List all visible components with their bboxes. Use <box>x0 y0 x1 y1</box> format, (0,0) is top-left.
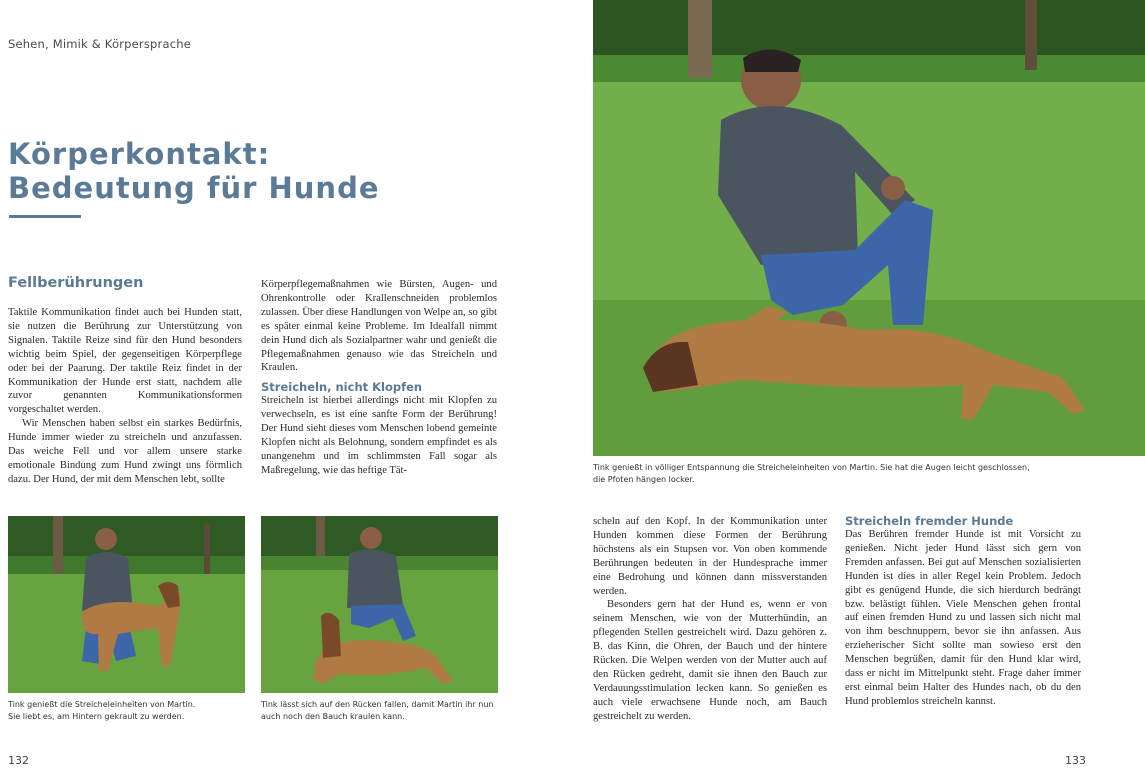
paragraph: Taktile Kommunikation findet auch bei Hunden statt, sie nutzen die Berührung zur Unterstützung von Signalen. Taktile Reize sind für den Hund besonders wichtig beim Spiel, der gegenseitigen Körperpflege oder bei der Paarung. Der taktile Reiz findet in der Kommunikation der Hunde erst statt, nachdem alle zuvor genannten Kommunikationsformen vorgeschaltet werden. <box>8 307 242 416</box>
caption-photo-2 <box>261 699 498 723</box>
column-1 <box>8 306 242 487</box>
photo-man-standing-dog <box>8 516 245 693</box>
heading-fellberuehrungen: Fellberührungen <box>8 275 144 291</box>
caption-line: Tink genießt in völliger Entspannung die Streicheleinheiten von Martin. Sie hat die Augen leicht geschlossen, <box>593 463 1030 472</box>
column-2 <box>261 278 497 478</box>
photo-dog-belly-rub <box>593 0 1145 456</box>
paragraph: Wir Menschen haben selbst ein starkes Bedürfnis, Hunde immer wieder zu streicheln und anzufassen. Das weiche Fell und vor allem unsere starke emotionale Bindung zum Hund zwingt uns förmlich dazu. Der Hund, der mit dem Menschen lebt, sollte <box>8 418 242 485</box>
column-3 <box>593 515 827 724</box>
article-title <box>8 137 380 205</box>
title-line-1: Körperkontakt: <box>8 137 271 171</box>
caption-line: die Pfoten hängen locker. <box>593 475 695 484</box>
paragraph: Das Berühren fremder Hunde ist mit Vorsicht zu genießen. Nicht jeder Hund lässt sich gern von Fremden anfassen. Bei gut auf Menschen sozialisierten Hunden ist dies in aller Regel kein Problem. Jedoch gibt es genügend Hunde, die sich hierdurch bedrängt bzw. belästigt fühlen. Viele Menschen gehen frontal auf einen fremden Hund zu und lassen sich nicht mal von ihm beschnuppern, bevor sie ihn anfassen. Aus erzieherischer Sicht sollte man sowieso erst den Menschen begrüßen, damit für den Hund klar wird, dass er nicht im Mittelpunkt steht. Frage daher immer erst einmal beim Halter des Hundes nach, ob du den Hund problemlos streicheln kannst. <box>845 529 1081 707</box>
caption-line: Tink lässt sich auf den Rücken fallen, damit Martin ihr nun <box>261 700 494 709</box>
photo-dog-rolling-over <box>261 516 498 693</box>
caption-line: Tink genießt die Streicheleinheiten von Martin. <box>8 700 196 709</box>
title-line-2: Bedeutung für Hunde <box>8 171 380 205</box>
column-4 <box>845 514 1081 709</box>
caption-main-photo <box>593 462 1145 486</box>
paragraph: scheln auf den Kopf. In der Kommunikation unter Hunden kommen diese Formen der Berührung höchstens als ein Stupsen vor. Von oben kommende Berührungen bedeuten in der Hundesprache immer eine Bedrohung und können dann missverstanden werden. <box>593 516 827 597</box>
paragraph: Besonders gern hat der Hund es, wenn er von seinem Menschen, wie von der Mutterhündin, an pflegenden Stellen gestreichelt wird. Dazu gehören z. B. das Kinn, die Ohren, der Bauch und der hintere Rücken. Die Welpen werden von der Mutter auch auf den Rücken gedreht, damit sie ihnen den Bauch zur Verdauungsstimulation lecken kann. So genießen es auch viele erwachsene Hunde noch, am Bauch gestreichelt zu werden. <box>593 599 827 722</box>
paragraph: Streicheln ist hierbei allerdings nicht mit Klopfen zu verwechseln, es ist eine sanfte Form der Berührung! Der Hund sieht dieses vom Menschen lobend gemeinte Klopfen nicht als Belohnung, sondern empfindet es als unangenehm und im schlimmsten Fall sogar als Maßregelung, wie das heftige Tät- <box>261 395 497 476</box>
title-underline <box>9 215 81 218</box>
caption-line: auch noch den Bauch kraulen kann. <box>261 712 405 721</box>
subheading-fremde-hunde: Streicheln fremder Hunde <box>845 514 1014 528</box>
subheading-streicheln: Streicheln, nicht Klopfen <box>261 380 423 395</box>
section-label: Sehen, Mimik & Körpersprache <box>8 37 191 51</box>
page-number-left: 132 <box>8 754 29 767</box>
paragraph: Körperpflegemaßnahmen wie Bürsten, Augen- und Ohrenkontrolle oder Krallenschneiden problemlos zulassen. Über diese Handlungen von Welpe an, so gibt es später einmal keine Probleme. Im Idealfall nimmt dein Hund dich als Sozialpartner wahr und genießt die Pflegemaßnahmen genauso wie das Streicheln und Kraulen. <box>261 279 497 374</box>
caption-photo-1 <box>8 699 245 723</box>
caption-line: Sie liebt es, am Hintern gekrault zu werden. <box>8 712 185 721</box>
page-number-right: 133 <box>1065 754 1086 767</box>
